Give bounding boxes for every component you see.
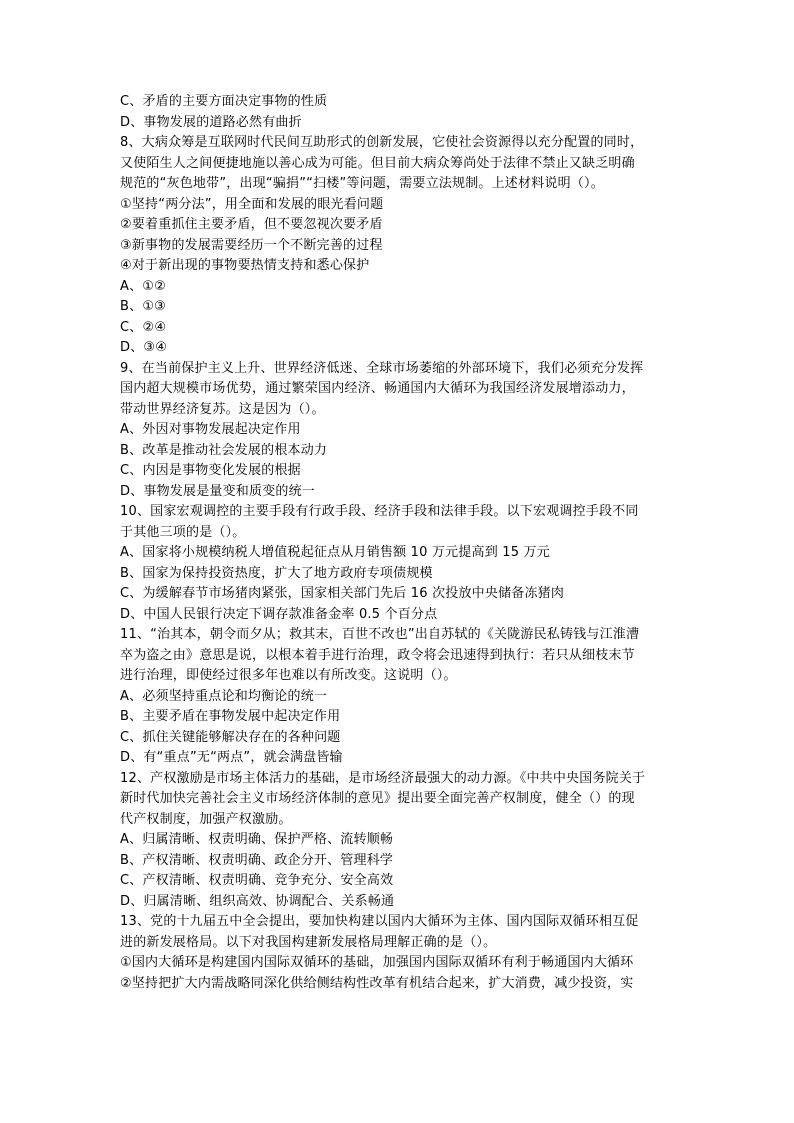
question-13-text-line-1: 13、党的十九届五中全会提出，要加快构建以国内大循环为主体、国内国际双循环相互促	[120, 914, 639, 929]
question-12-text-line-1: 12、产权激励是市场主体活力的基础，是市场经济最强大的动力源。《中共中央国务院关于	[120, 770, 646, 786]
option-d-q11: D、有“重点”无“两点”，就会满盘皆输	[120, 750, 343, 765]
question-12-text-line-2: 新时代加快完善社会主义市场经济体制的意见》提出要全面完善产权制度，健全（）的现	[120, 791, 635, 806]
option-c-q9: C、内因是事物变化发展的根据	[120, 463, 301, 478]
question-11-text-line-2: 卒为盗之由》意思是说，以根本着手进行治理，政令将会迅速得到执行：若只从细枝末节	[120, 647, 635, 663]
question-13-text-line-2: 进的新发展格局。以下对我国构建新发展格局理解正确的是（）。	[120, 934, 497, 950]
statement-1-q8: ①坚持“两分法”，用全面和发展的眼光看问题	[120, 196, 384, 212]
question-9-text-line-3: 带动世界经济复苏。这是因为（）。	[120, 401, 325, 417]
statement-2-q8: ②要着重抓住主要矛盾，但不要忽视次要矛盾	[120, 217, 383, 232]
option-b-q8: B、①③	[120, 299, 167, 314]
option-b-q9: B、改革是推动社会发展的根本动力	[120, 442, 328, 458]
question-8-text-line-2: 又使陌生人之间便捷地施以善心成为可能。但目前大病众筹尚处于法律不禁止又缺乏明确	[120, 155, 635, 171]
option-b-q10: B、国家为保持投资热度，扩大了地方政府专项债规模	[120, 565, 433, 581]
option-d-q8: D、③④	[120, 340, 168, 355]
statement-3-q8: ③新事物的发展需要经历一个不断完善的过程	[120, 237, 383, 253]
option-c-q11: C、抓住关键能够解决存在的各种问题	[120, 729, 341, 745]
question-10-text-line-2: 于其他三项的是（）。	[120, 524, 246, 540]
option-a-q12: A、归属清晰、权责明确、保护严格、流转顺畅	[120, 832, 394, 847]
question-9-text-line-2: 国内超大规模市场优势，通过繁荣国内经济、畅通国内大循环为我国经济发展增添动力，	[120, 381, 635, 396]
option-b-q11: B、主要矛盾在事物发展中起决定作用	[120, 709, 341, 724]
question-8-text-line-1: 8、大病众筹是互联网时代民间互助形式的创新发展，它使社会资源得以充分配置的同时，	[120, 135, 644, 150]
statement-4-q8: ④对于新出现的事物要热情支持和悉心保护	[120, 258, 370, 273]
option-c-q7: C、矛盾的主要方面决定事物的性质	[120, 94, 328, 109]
option-a-q8: A、①②	[120, 278, 167, 294]
statement-1-q13: ①国内大循环是构建国内国际双循环的基础，加强国内国际双循环有利于畅通国内大循环	[120, 955, 634, 970]
option-d-q9: D、事物发展是量变和质变的统一	[120, 483, 316, 499]
question-8-text-line-3: 规范的“灰色地带”，出现“骗捐”“扫楼”等问题，需要立法规制。上述材料说明（）。	[120, 176, 604, 191]
question-12-text-line-3: 代产权制度，加强产权激励。	[120, 811, 292, 827]
option-b-q12: B、产权清晰、权责明确、政企分开、管理科学	[120, 852, 394, 868]
question-11-text-line-1: 11、“治其本，朝令而夕从；救其末，百世不改也”出自苏轼的《关陇游民私铸钱与江淮漕	[120, 627, 640, 642]
option-a-q10: A、国家将小规模纳税人增值税起征点从月销售额 10 万元提高到 15 万元	[120, 545, 550, 560]
option-a-q11: A、必须坚持重点论和均衡论的统一	[120, 688, 328, 704]
question-11-text-line-3: 进行治理，即使经过很多年也难以有所改变。这说明（）。	[120, 668, 457, 683]
question-9-text-line-1: 9、在当前保护主义上升、世界经济低迷、全球市场萎缩的外部环境下，我们必须充分发挥	[120, 360, 644, 376]
option-a-q9: A、外因对事物发展起决定作用	[120, 422, 301, 437]
option-c-q8: C、②④	[120, 319, 167, 335]
option-d-q12: D、归属清晰、组织高效、协调配合、关系畅通	[120, 893, 395, 909]
question-10-text-line-1: 10、国家宏观调控的主要手段有行政手段、经济手段和法律手段。以下宏观调控手段不同	[120, 504, 639, 519]
statement-2-q13: ②坚持把扩大内需战略同深化供给侧结构性改革有机结合起来，扩大消费，减少投资，实	[120, 975, 634, 991]
option-c-q12: C、产权清晰、权责明确、竞争充分、安全高效	[120, 873, 394, 888]
document-page	[120, 92, 680, 994]
option-d-q7: D、事物发展的道路必然有曲折	[120, 114, 302, 130]
option-c-q10: C、为缓解春节市场猪肉紧张，国家相关部门先后 16 次投放中央储备冻猪肉	[120, 586, 565, 601]
option-d-q10: D、中国人民银行决定下调存款准备金率 0.5 个百分点	[120, 606, 438, 622]
